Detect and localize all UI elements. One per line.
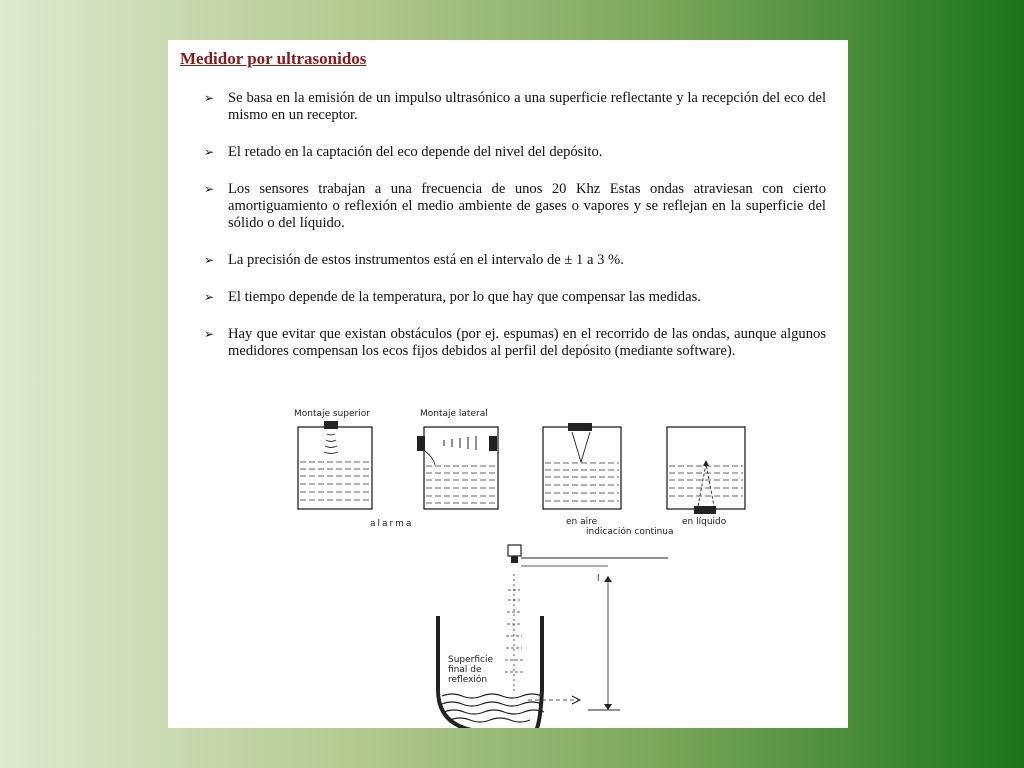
bullet-item: ➢ El retado en la captación del eco depende del nivel del depósito.	[204, 144, 603, 160]
tank-air-sensor	[543, 423, 621, 509]
tank-liquid-sensor	[667, 427, 745, 514]
bullet-arrow-icon: ➢	[204, 145, 215, 159]
bullet-item: ➢ El tiempo depende de la temperatura, por lo que hay que compensar las medidas.	[204, 289, 701, 305]
label-alarma: alarma	[370, 519, 414, 529]
bullet-arrow-icon: ➢	[204, 290, 215, 304]
label-montaje-superior: Montaje superior	[294, 409, 370, 419]
tank-top-mount	[294, 409, 372, 509]
label-superficie: Superficie	[448, 655, 494, 665]
bullet-arrow-icon: ➢	[204, 182, 215, 196]
ultrasonic-mounting-diagrams	[168, 400, 848, 728]
label-reflexion: reflexión	[448, 675, 488, 685]
bullet-arrow-icon: ➢	[204, 253, 215, 267]
label-final-de: final de	[448, 665, 482, 675]
label-en-aire: en aire	[566, 517, 598, 527]
tank-side-mount	[417, 409, 498, 509]
bullet-item: ➢ Se basa en la emisión de un impulso ultrasónico a una superficie reflectante y la recepción del eco del mismo en un receptor.	[204, 90, 826, 123]
label-montaje-lateral: Montaje lateral	[420, 409, 488, 419]
bullet-arrow-icon: ➢	[204, 327, 215, 341]
bullet-item: ➢ La precisión de estos instrumentos está en el intervalo de ± 1 a 3 %.	[204, 252, 624, 268]
slide-page	[168, 40, 848, 728]
label-en-liquido: en líquido	[682, 517, 727, 527]
large-tank-diagram	[438, 545, 668, 728]
label-indicacion-continua: indicación continua	[586, 527, 674, 537]
bullet-arrow-icon: ➢	[204, 91, 215, 105]
bullet-item: ➢ Hay que evitar que existan obstáculos (por ej. espumas) en el recorrido de las ondas, aunque algunos medidores compensan los ecos fijos debidos al perfil del depósito (mediante software).	[204, 326, 826, 359]
slide-title: Medidor por ultrasonidos	[180, 49, 367, 68]
label-distance-marker: l	[597, 574, 600, 584]
bullet-item: ➢ Los sensores trabajan a una frecuencia de unos 20 Khz Estas ondas atraviesan con cierto amortiguamiento o reflexión el medio ambiente de gases o vapores y se reflejan en la superficie del sólido o del líquido.	[204, 181, 826, 231]
bullet-list	[204, 90, 826, 360]
